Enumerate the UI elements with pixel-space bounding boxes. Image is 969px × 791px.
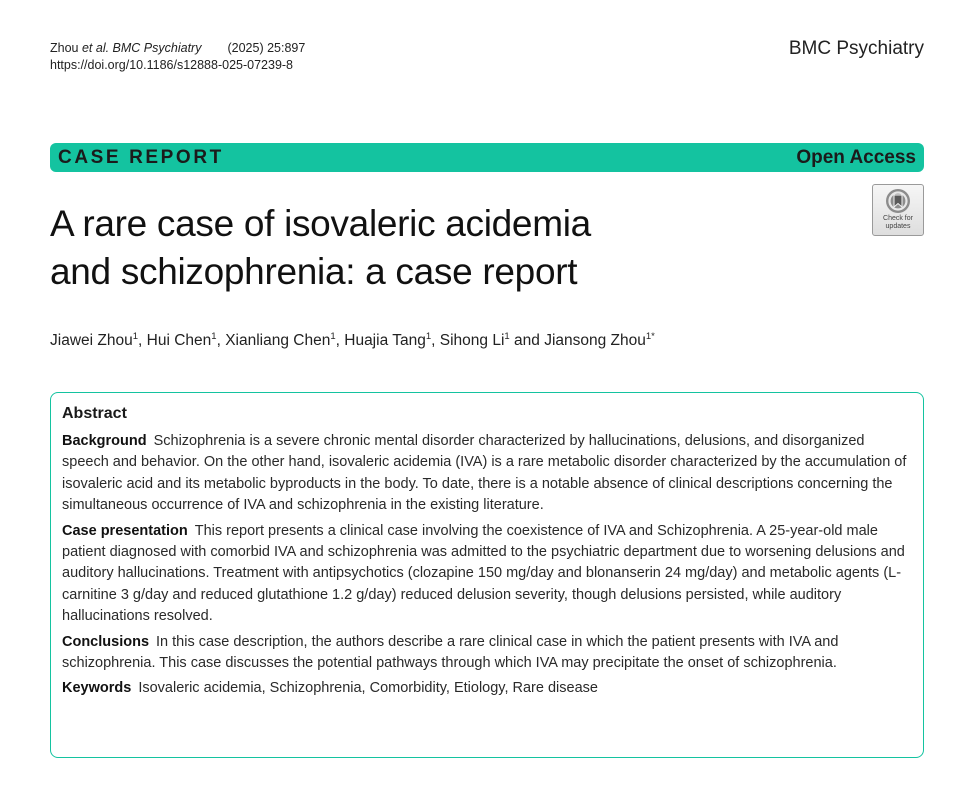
- badge-text: [883, 215, 913, 230]
- affiliation-marker: 1: [425, 331, 432, 342]
- citation-journal: BMC Psychiatry: [109, 41, 202, 55]
- author-name: Xianliang Chen: [225, 332, 331, 349]
- article-title: [50, 200, 850, 296]
- citation-block: [50, 40, 305, 74]
- author-separator: ,: [216, 332, 226, 349]
- abstract-heading: Abstract: [62, 405, 127, 422]
- keywords-text: Isovaleric acidemia, Schizophrenia, Comorbidity, Etiology, Rare disease: [138, 680, 598, 697]
- citation-line: [50, 40, 305, 57]
- affiliation-marker: 1: [330, 331, 336, 342]
- author-name: Huajia Tang: [344, 332, 426, 349]
- author-name: Jiawei Zhou: [50, 332, 133, 349]
- citation-year: (2025) 25:897: [227, 41, 306, 55]
- conclusions-text: In this case description, the authors describe a rare clinical case in which the patient presents with IVA and schizophrenia. This case discusses the potential pathways through which IVA may precipitate the onset of schizophrenia.: [62, 633, 839, 672]
- abstract-box: [50, 392, 924, 758]
- author-separator: ,: [431, 332, 440, 349]
- title-line-1: A rare case of isovaleric acidemia: [50, 203, 591, 244]
- case-presentation-label: Case presentation: [62, 522, 188, 539]
- conclusions-label: Conclusions: [62, 633, 150, 650]
- badge-line-1: Check for: [883, 215, 913, 222]
- author[interactable]: [50, 332, 138, 349]
- open-access-label: Open Access: [796, 146, 916, 168]
- author[interactable]: [544, 332, 655, 349]
- title-line-2: and schizophrenia: a case report: [50, 251, 578, 292]
- background-label: Background: [62, 433, 147, 449]
- article-type: CASE REPORT: [58, 146, 224, 168]
- author-separator: ,: [335, 332, 345, 349]
- author-separator: ,: [138, 332, 147, 349]
- keywords-label: Keywords: [62, 680, 132, 697]
- affiliation-marker: 1: [132, 331, 139, 342]
- citation-etal: et al.: [81, 41, 110, 55]
- author[interactable]: [344, 332, 431, 349]
- author-name: Sihong Li: [439, 332, 505, 349]
- abstract-case-presentation: [62, 521, 911, 628]
- affiliation-marker: 1: [504, 331, 510, 342]
- author-list: [50, 331, 655, 350]
- case-presentation-text: This report presents a clinical case involving the coexistence of IVA and Schizophrenia. A 25-year-old male patient diagnosed with comorbid IVA and schizophrenia was admitted to the psychiatric department due to worsening delusions and auditory hallucinations. Treatment with antipsychotics (clozapine 150 mg/day and blonanserin 24 mg/day) and metabolic agents (L-carnitine 3 g/day and reduced glutathione 1.2 g/day) reduced delusion severity, though delusions persisted, while auditory hallucinations resolved.: [62, 522, 905, 625]
- check-for-updates-icon: [885, 188, 911, 214]
- journal-name: BMC Psychiatry: [788, 38, 924, 59]
- author-separator: and: [509, 332, 545, 349]
- abstract-keywords: [62, 678, 911, 699]
- author[interactable]: [440, 332, 510, 349]
- check-for-updates-badge[interactable]: [872, 184, 924, 236]
- author[interactable]: [225, 332, 335, 349]
- citation-authors: Zhou: [50, 41, 82, 55]
- affiliation-marker: 1*: [645, 331, 655, 342]
- badge-line-2: updates: [885, 222, 911, 230]
- abstract-conclusions: [62, 632, 911, 675]
- author[interactable]: [147, 332, 217, 349]
- doi-link[interactable]: https://doi.org/10.1186/s12888-025-07239-8: [50, 58, 294, 72]
- author-name: Hui Chen: [146, 332, 212, 349]
- abstract-background: [62, 431, 911, 517]
- background-text: Schizophrenia is a severe chronic mental disorder characterized by hallucinations, delusions, and disorganized speech and behavior. On the other hand, isovaleric acidemia (IVA) is a rare metabolic disorder characterized by the accumulation of isovaleric acid and its metabolic byproducts in the body. To date, there is a notable absence of clinical descriptions concerning the simultaneous occurrence of IVA and schizophrenia in the existing literature.: [62, 433, 907, 514]
- article-type-banner: [50, 143, 924, 172]
- author-name: Jiansong Zhou: [544, 332, 646, 349]
- affiliation-marker: 1: [211, 331, 217, 342]
